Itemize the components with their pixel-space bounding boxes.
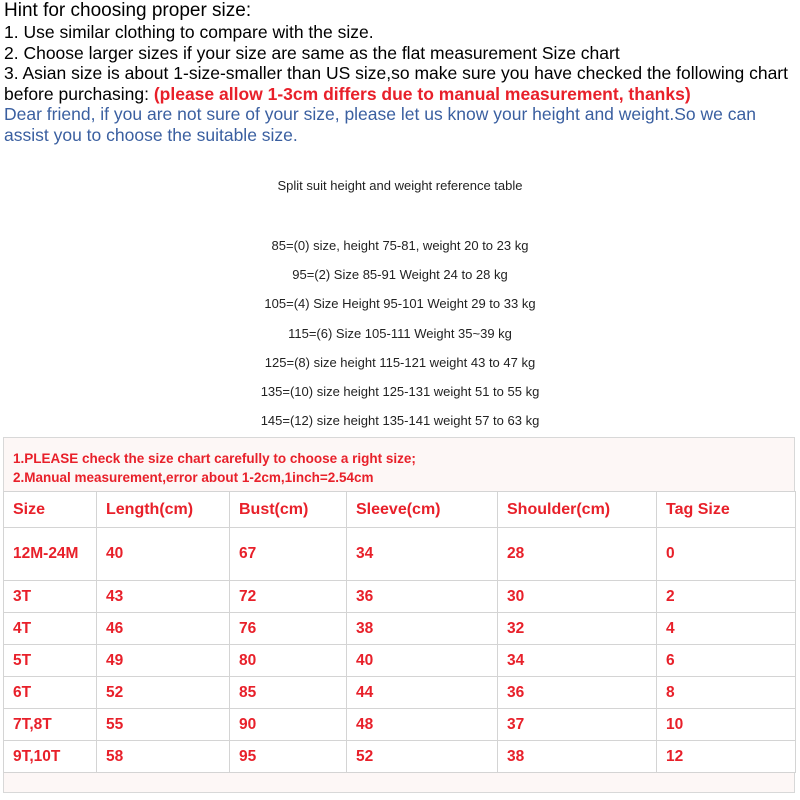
note-line-1: 1.PLEASE check the size chart carefully to choose a right size; — [13, 451, 416, 466]
table-cell: 38 — [347, 613, 498, 645]
table-cell: 30 — [498, 581, 657, 613]
table-cell: 40 — [97, 528, 230, 581]
table-row — [4, 709, 796, 741]
table-cell: 40 — [347, 645, 498, 677]
table-cell: 8 — [657, 677, 796, 709]
hint-line-3 — [4, 63, 796, 104]
table-cell: 9T,10T — [4, 741, 97, 773]
table-cell: 46 — [97, 613, 230, 645]
table-cell: 28 — [498, 528, 657, 581]
reference-title: Split suit height and weight reference table — [277, 178, 523, 193]
table-cell: 52 — [97, 677, 230, 709]
table-cell: 34 — [498, 645, 657, 677]
reference-row: 145=(12) size height 135-141 weight 57 to 63 kg — [260, 413, 540, 428]
table-cell: 38 — [498, 741, 657, 773]
reference-row: 135=(10) size height 125-131 weight 51 to 55 kg — [260, 384, 540, 399]
table-cell: 43 — [97, 581, 230, 613]
table-cell: 85 — [230, 677, 347, 709]
table-cell: 90 — [230, 709, 347, 741]
note-line-2: 2.Manual measurement,error about 1-2cm,1inch=2.54cm — [13, 470, 374, 485]
table-cell: 34 — [347, 528, 498, 581]
header-cell: Bust(cm) — [230, 492, 347, 528]
table-cell: 5T — [4, 645, 97, 677]
table-row — [4, 677, 796, 709]
table-cell: 44 — [347, 677, 498, 709]
header-cell: Sleeve(cm) — [347, 492, 498, 528]
size-hint-section — [4, 0, 796, 146]
table-cell: 48 — [347, 709, 498, 741]
table-cell: 36 — [347, 581, 498, 613]
reference-row: 115=(6) Size 105-111 Weight 35~39 kg — [288, 326, 512, 341]
size-chart-table — [3, 491, 796, 773]
header-cell: Tag Size — [657, 492, 796, 528]
table-cell: 76 — [230, 613, 347, 645]
table-row — [4, 613, 796, 645]
table-cell: 0 — [657, 528, 796, 581]
table-row — [4, 528, 796, 581]
table-cell: 32 — [498, 613, 657, 645]
table-cell: 6T — [4, 677, 97, 709]
table-row — [4, 645, 796, 677]
reference-row: 105=(4) Size Height 95-101 Weight 29 to 33 kg — [264, 296, 536, 311]
table-row — [4, 581, 796, 613]
header-cell: Shoulder(cm) — [498, 492, 657, 528]
table-cell: 55 — [97, 709, 230, 741]
reference-row: 125=(8) size height 115-121 weight 43 to 47 kg — [264, 355, 536, 370]
table-cell: 3T — [4, 581, 97, 613]
table-row — [4, 741, 796, 773]
hint-line-3-warning: (please allow 1-3cm differs due to manual measurement, thanks) — [153, 83, 691, 104]
table-cell: 49 — [97, 645, 230, 677]
table-cell: 4 — [657, 613, 796, 645]
table-cell: 7T,8T — [4, 709, 97, 741]
hint-line-2: 2. Choose larger sizes if your size are same as the flat measurement Size chart — [4, 42, 620, 63]
hint-contact-note: Dear friend, if you are not sure of your size, please let us know your height and weight.So we can assist you to choose the suitable size. — [4, 104, 756, 145]
hint-line-3-text: 3. Asian size is about 1-size-smaller than US size,so make sure you have checked the following chart before purchasing: — [4, 63, 788, 104]
reference-row: 85=(0) size, height 75-81, weight 20 to 23 kg — [271, 238, 529, 253]
table-header-row — [4, 492, 796, 528]
table-cell: 4T — [4, 613, 97, 645]
table-cell: 6 — [657, 645, 796, 677]
table-cell: 72 — [230, 581, 347, 613]
hint-title: Hint for choosing proper size: — [4, 0, 252, 21]
table-cell: 12 — [657, 741, 796, 773]
table-cell: 10 — [657, 709, 796, 741]
table-cell: 37 — [498, 709, 657, 741]
table-cell: 36 — [498, 677, 657, 709]
table-cell: 12M-24M — [4, 528, 97, 581]
size-chart-notes — [13, 449, 416, 487]
hint-line-1: 1. Use similar clothing to compare with the size. — [4, 22, 374, 42]
table-cell: 80 — [230, 645, 347, 677]
header-cell: Size — [4, 492, 97, 528]
header-cell: Length(cm) — [97, 492, 230, 528]
table-cell: 95 — [230, 741, 347, 773]
table-cell: 67 — [230, 528, 347, 581]
table-cell: 58 — [97, 741, 230, 773]
reference-row: 95=(2) Size 85-91 Weight 24 to 28 kg — [292, 267, 508, 282]
table-cell: 52 — [347, 741, 498, 773]
table-cell: 2 — [657, 581, 796, 613]
